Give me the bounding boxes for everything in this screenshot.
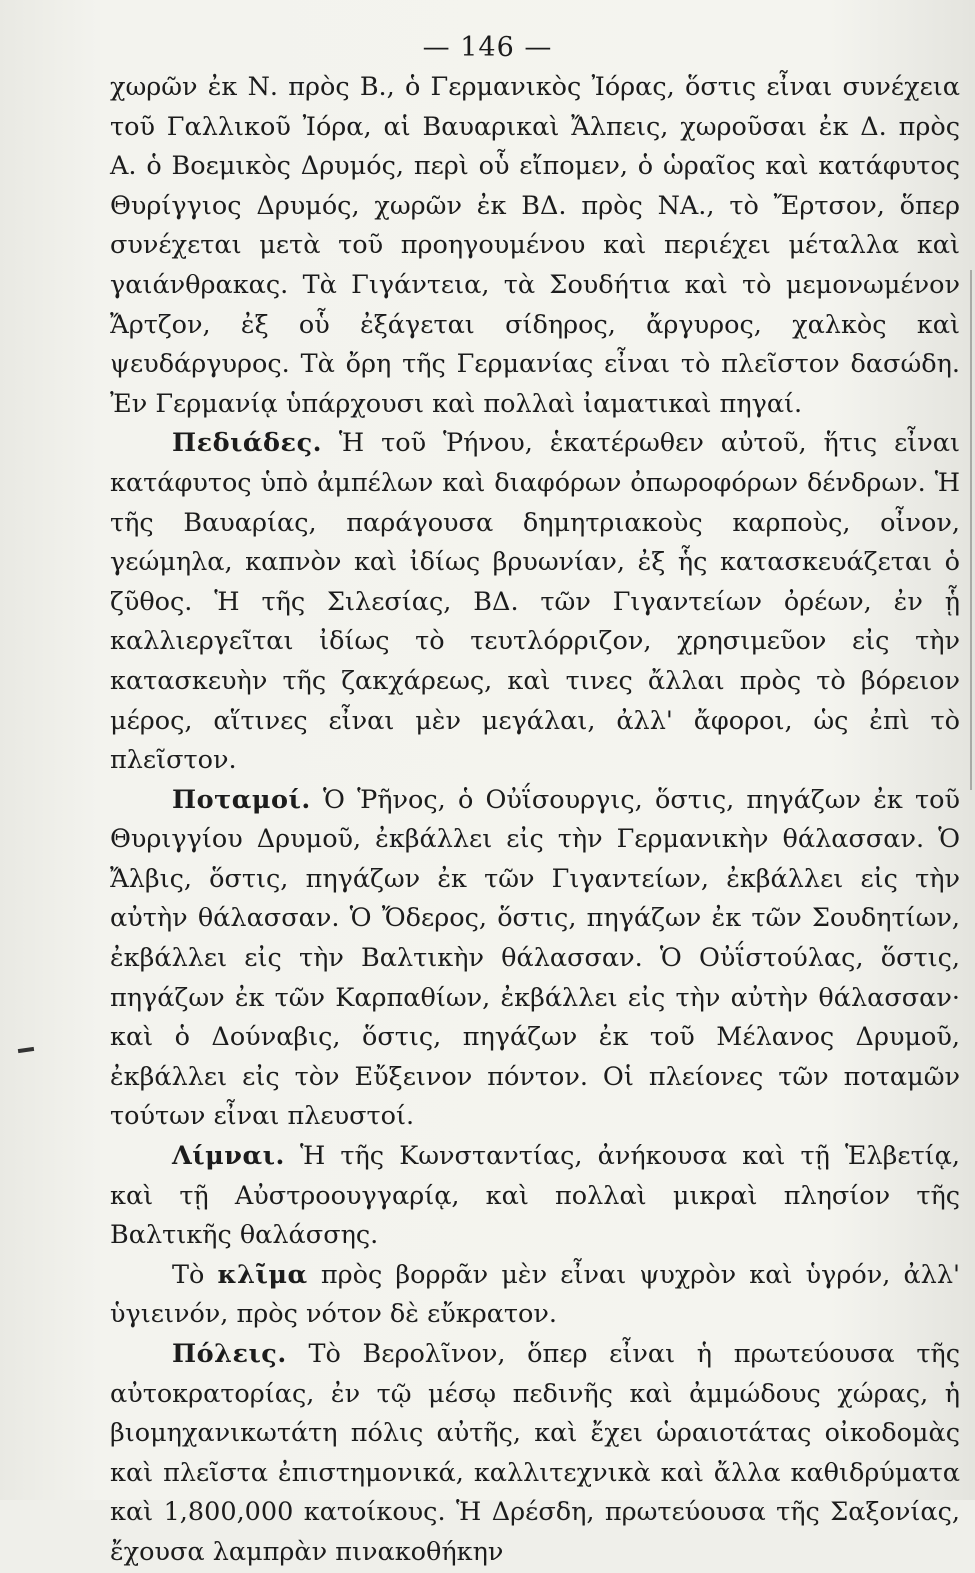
paragraph-lakes — [110, 1137, 960, 1256]
paragraph-rivers — [110, 781, 960, 1137]
paragraph-text: Ἡ τοῦ Ῥήνου, ἑκατέρωθεν αὐτοῦ, ἥτις εἶναι κατάφυτος ὑπὸ ἀμπέλων καὶ διαφόρων ὀπωροφόρων δένδρων. Ἡ τῆς Βαυαρίας, παράγουσα δημητριακοὺς καρποὺς, οἶνον, γεώμηλα, καπνὸν καὶ ἰδίως βρυωνίαν, ἐξ ἧς κατασκευάζεται ὁ ζῦθος. Ἡ τῆς Σιλεσίας, ΒΔ. τῶν Γιγαντείων ὀρέων, ἐν ᾗ καλλιεργεῖται ἰδίως τὸ τευτλόρριζον, χρησιμεῦον εἰς τὴν κατασκευὴν τῆς ζακχάρεως, καὶ τινες ἄλλαι πρὸς τὸ βόρειον μέρος, αἵτινες εἶναι μὲν μεγάλαι, ἀλλ' ἄφοροι, ὡς ἐπὶ τὸ πλεῖστον. — [110, 428, 961, 776]
section-heading: Ποταμοί. — [172, 784, 311, 815]
paragraph-text: Ἡ τῆς Κωνσταντίας, ἀνήκουσα καὶ τῇ Ἑλβετίᾳ, καὶ τῇ Αὐστροουγγαρίᾳ, καὶ πολλαὶ μικραὶ πλησίον τῆς Βαλτικῆς θαλάσσης. — [110, 1141, 960, 1251]
page-number: — 146 — — [422, 32, 553, 63]
section-heading: Λίμναι. — [172, 1141, 285, 1172]
paragraph-climate — [110, 1256, 960, 1335]
body-text — [110, 68, 960, 1573]
section-heading: Πόλεις. — [172, 1339, 287, 1369]
paragraph-lead: Τὸ — [172, 1259, 205, 1290]
paragraph-cities — [110, 1335, 960, 1573]
paragraph-plains — [110, 424, 960, 780]
paragraph-text: Ὁ Ῥῆνος, ὁ Οὐΐσουργις, ὅστις, πηγάζων ἐκ τοῦ Θυριγγίου Δρυμοῦ, ἐκβάλλει εἰς τὴν Γερμανικὴν θάλασσαν. Ὁ Ἄλβις, ὅστις, πηγάζων ἐκ τῶν Γιγαντείων, ἐκβάλλει εἰς τὴν αὐτὴν θάλασσαν. Ὁ Ὄδερος, ὅστις, πηγάζων ἐκ τῶν Σουδητίων, ἐκβάλλει εἰς τὴν Βαλτικὴν θάλασσαν. Ὁ Οὐΐστούλας, ὅστις, πηγάζων ἐκ τῶν Καρπαθίων, ἐκβάλλει εἰς τὴν αὐτὴν θάλασσαν· καὶ ὁ Δούναβις, ὅστις, πηγάζων ἐκ τοῦ Μέλανος Δρυμοῦ, ἐκβάλλει εἰς τὸν Εὔξεινον πόντον. Οἱ πλείονες τῶν ποταμῶν τούτων εἶναι πλευστοί. — [110, 784, 960, 1132]
paragraph-intro — [110, 68, 960, 424]
page-edge-shadow — [970, 270, 972, 790]
margin-mark — [18, 1047, 34, 1053]
section-heading: κλῖμα — [217, 1259, 308, 1290]
paragraph-text: Τὸ Βερολῖνον, ὅπερ εἶναι ἡ πρωτεύουσα τῆς αὐτοκρατορίας, ἐν τῷ μέσῳ πεδινῆς καὶ ἀμμώδους χώρας, ἡ βιομηχανικωτάτη πόλις αὐτῆς, καὶ ἔχει ὡραιοτάτας οἰκοδομὰς καὶ πλεῖστα ἐπιστημονικά, καλλιτεχνικὰ καὶ ἄλλα καθιδρύματα καὶ 1,800,000 κατοίκους. Ἡ Δρέσδη, πρωτεύουσα τῆς Σαξονίας, ἔχουσα λαμπρὰν πινακοθήκην — [110, 1339, 960, 1567]
paragraph-text: χωρῶν ἐκ Ν. πρὸς Β., ὁ Γερμανικὸς Ἰόρας, ὅστις εἶναι συνέχεια τοῦ Γαλλικοῦ Ἰόρα, αἱ Βαυαρικαὶ Ἄλπεις, χωροῦσαι ἐκ Δ. πρὸς Α. ὁ Βοεμικὸς Δρυμός, περὶ οὗ εἴπομεν, ὁ ὡραῖος καὶ κατάφυτος Θυρίγγιος Δρυμός, χωρῶν ἐκ ΒΔ. πρὸς ΝΑ., τὸ Ἔρτσον, ὅπερ συνέχεται μετὰ τοῦ προηγουμένου καὶ περιέχει μέταλλα καὶ γαιάνθρακας. Τὰ Γιγάντεια, τὰ Σουδήτια καὶ τὸ μεμονωμένον Ἄρτζον, ἐξ οὗ ἐξάγεται σίδηρος, ἄργυρος, χαλκὸς καὶ ψευδάργυρος. Τὰ ὄρη τῆς Γερμανίας εἶναι τὸ πλεῖστον δασώδη. Ἐν Γερμανίᾳ ὑπάρχουσι καὶ πολλαὶ ἰαματικαὶ πηγαί. — [110, 72, 960, 419]
paragraph-text: πρὸς βορρᾶν μὲν εἶναι ψυχρὸν καὶ ὑγρόν, ἀλλ' ὑγιεινόν, πρὸς νότον δὲ εὔκρατον. — [110, 1259, 961, 1330]
section-heading: Πεδιάδες. — [172, 428, 322, 459]
